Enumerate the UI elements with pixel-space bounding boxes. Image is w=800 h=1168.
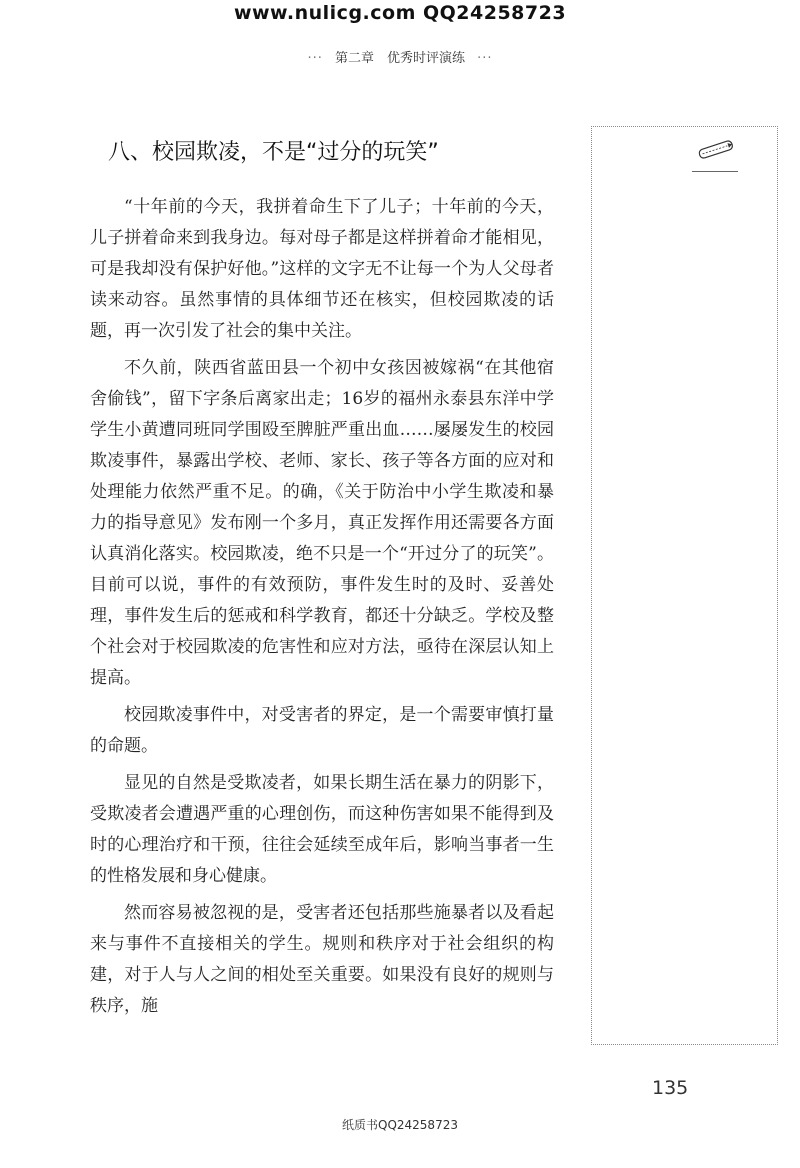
paragraph-4: 显见的自然是受欺凌者，如果长期生活在暴力的阴影下，受欺凌者会遭遇严重的心理创伤，而这种伤害如果不能得到及时的心理治疗和干预，往往会延续至成年后，影响当事者一生的性格发展和身心健康。 (90, 773, 554, 886)
notes-margin-box (591, 126, 778, 1045)
running-head (0, 47, 800, 66)
bottom-watermark: 纸质书QQ24258723 (342, 1118, 458, 1132)
running-head-right-ornament: ··· (477, 51, 493, 66)
running-head-title: 第二章 优秀时评演练 (334, 51, 465, 66)
chapter-heading: 八、校园欺凌，不是“过分的玩笑” (108, 140, 439, 165)
paragraph-5: 然而容易被忽视的是，受害者还包括那些施暴者以及看起来与事件不直接相关的学生。规则和秩序对于社会组织的构建，对于人与人之间的相处至关重要。如果没有良好的规则与秩序，施 (90, 903, 554, 1016)
top-watermark: www.nulicg.com QQ24258723 (233, 2, 567, 24)
paragraph-1: “十年前的今天，我拼着命生下了儿子；十年前的今天，儿子拼着命来到我身边。每对母子都是这样拼着命才能相见，可是我却没有保护好他。”这样的文字无不让每一个为人父母者读来动容。虽然事情的具体细节还在核实，但校园欺凌的话题，再一次引发了社会的集中关注。 (90, 197, 554, 341)
paragraph-2: 不久前，陕西省蓝田县一个初中女孩因被嫁祸“在其他宿舍偷钱”，留下字条后离家出走；16岁的福州永泰县东洋中学学生小黄遭同班同学围殴至脾脏严重出血……屡屡发生的校园欺凌事件，暴露出学校、老师、家长、孩子等各方面的应对和处理能力依然严重不足。的确，《关于防治中小学生欺凌和暴力的指导意见》发布刚一个多月，真正发挥作用还需要各方面认真消化落实。校园欺凌，绝不只是一个“开过分了的玩笑”。目前可以说，事件的有效预防，事件发生时的及时、妥善处理，事件发生后的惩戒和科学教育，都还十分缺乏。学校及整个社会对于校园欺凌的危害性和应对方法，亟待在深层认知上提高。 (90, 358, 554, 688)
page-number: 135 (652, 1077, 689, 1099)
pen-badge-icon (696, 139, 736, 161)
notes-underline (692, 171, 738, 172)
article-body (90, 192, 554, 1028)
running-head-left-ornament: ··· (307, 51, 323, 66)
paragraph-3: 校园欺凌事件中，对受害者的界定，是一个需要审慎打量的命题。 (90, 705, 554, 756)
